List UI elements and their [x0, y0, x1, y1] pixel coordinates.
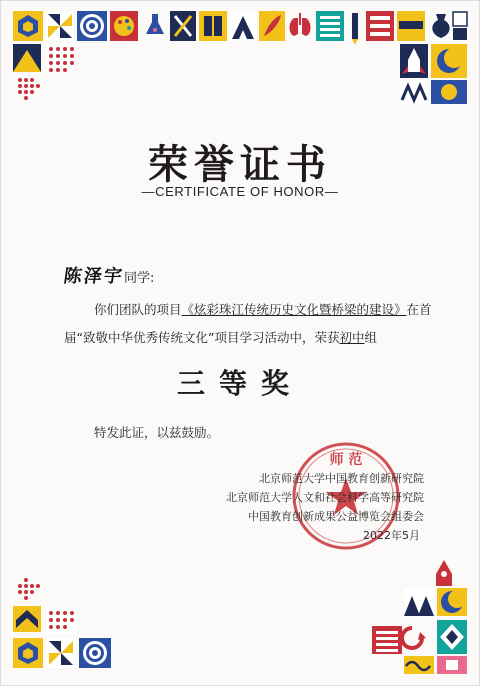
body-line-1 — [94, 300, 432, 318]
issuer-1: 北京师范大学中国教育创新研究院 — [259, 472, 424, 485]
pinwheel-tile-icon — [46, 11, 74, 41]
rocket-tile-icon — [400, 44, 428, 78]
tools-tile-icon — [170, 11, 196, 41]
bars-tile-icon — [366, 11, 394, 41]
triangle-tile-icon — [13, 44, 41, 72]
boxes-icon — [453, 12, 467, 40]
recipient-suffix: 同学: — [124, 271, 155, 286]
issuer-2: 北京师范大学人文和社会科学高等研究院 — [226, 491, 424, 504]
certificate-subtitle: —CERTIFICATE OF HONOR— — [141, 184, 339, 199]
rocket-icon — [436, 560, 452, 586]
body-line-2 — [64, 328, 377, 346]
ruler-tile-icon — [397, 11, 425, 41]
line1-prefix: 你们团队的项目 — [94, 302, 182, 317]
target-tile-icon — [79, 638, 111, 668]
hexagon-tile-icon — [13, 638, 43, 668]
circle-tile-icon — [431, 80, 467, 104]
pen-icon — [352, 13, 358, 45]
diamond-tile-icon — [437, 620, 467, 654]
closing-text: 特发此证，以兹鼓励。 — [94, 425, 220, 440]
issuer-3: 中国教育创新成果公益博览会组委会 — [248, 510, 424, 523]
arrow-dots-icon — [18, 578, 40, 600]
seal-text: 师 范 — [329, 452, 363, 468]
award-title: 三等奖 — [176, 367, 303, 400]
dots-grid-icon — [46, 44, 74, 72]
flask-icon — [146, 14, 164, 34]
book-tile-icon — [199, 11, 227, 41]
target-tile-icon — [77, 11, 107, 41]
top-decoration — [0, 0, 480, 110]
zigzag-tile-icon — [400, 80, 428, 104]
issue-date: 2022年5月 — [363, 529, 420, 542]
recipient-line — [64, 262, 154, 288]
line2-suffix: 组 — [364, 330, 377, 345]
square-tile-icon — [437, 656, 467, 674]
vase-icon — [432, 14, 449, 38]
crescent-tile-icon — [431, 44, 467, 78]
recipient-name: 陈泽宇 — [62, 266, 126, 287]
bottom-right-decoration — [360, 556, 472, 678]
arrow-dots-icon — [18, 78, 40, 100]
bottom-left-decoration — [0, 574, 130, 678]
triangles-tile-icon — [404, 588, 434, 616]
hexagon-tile-icon — [13, 11, 43, 41]
mountain-tile-icon — [230, 11, 256, 41]
lungs-icon — [290, 13, 311, 36]
quill-tile-icon — [259, 11, 285, 41]
wave-tile-icon — [404, 656, 434, 674]
chevron-tile-icon — [13, 606, 41, 632]
pinwheel-tile-icon — [46, 638, 76, 668]
line1-suffix: 在首 — [406, 302, 432, 317]
line2-prefix: 届“致敬中华优秀传统文化”项目学习活动中，荣获 — [64, 330, 340, 345]
project-title: 《炫彩珠江传统历史文化暨桥梁的建设》 — [181, 302, 407, 317]
group-name: 初中 — [339, 330, 365, 345]
stripes-tile-icon — [316, 11, 344, 41]
certificate-title: 荣誉证书 — [148, 141, 332, 188]
palette-tile-icon — [110, 11, 138, 41]
crescent-tile-icon — [437, 588, 467, 616]
dots-grid-icon — [46, 608, 76, 634]
bars-tile-icon — [372, 626, 402, 654]
refresh-icon — [402, 628, 426, 648]
